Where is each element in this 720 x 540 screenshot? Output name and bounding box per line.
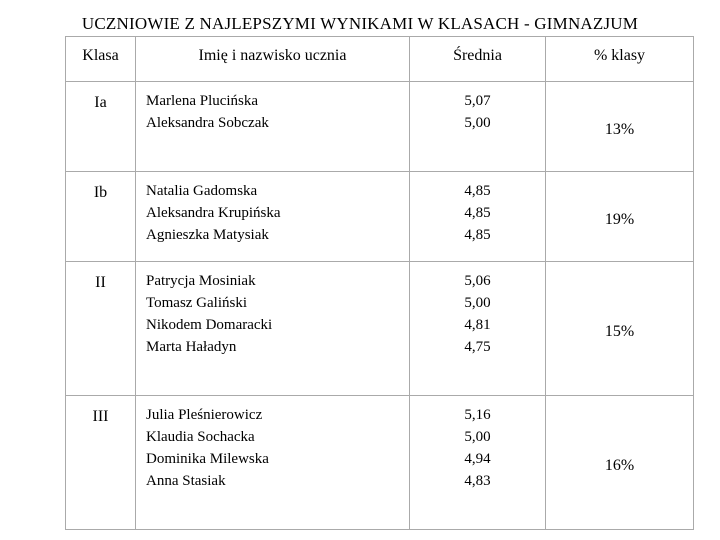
table-row (66, 396, 694, 530)
header-percent: % klasy (546, 37, 694, 82)
student-name: Marta Haładyn (146, 339, 237, 355)
student-name: Tomasz Galiński (146, 295, 248, 311)
student-average: 4,83 (464, 473, 491, 489)
header-average: Średnia (410, 37, 546, 82)
student-name: Julia Pleśnierowicz (146, 407, 263, 423)
class-percent-cell (546, 82, 694, 172)
student-average: 4,81 (464, 317, 491, 333)
averages-cell (410, 172, 546, 262)
student-average: 5,00 (464, 295, 491, 311)
student-name: Aleksandra Sobczak (146, 115, 269, 131)
class-percent: 16% (604, 456, 635, 474)
class-cell: Ia (66, 82, 136, 172)
class-percent-cell (546, 396, 694, 530)
header-name: Imię i nazwisko ucznia (136, 37, 410, 82)
table-header-row (66, 37, 694, 82)
student-average: 4,94 (464, 451, 491, 467)
student-names-cell (136, 82, 410, 172)
student-average: 5,07 (464, 93, 491, 109)
results-table (65, 36, 694, 530)
student-name: Anna Stasiak (146, 473, 226, 489)
class-percent-cell (546, 172, 694, 262)
header-klasa: Klasa (66, 37, 136, 82)
student-name: Marlena Plucińska (146, 93, 259, 109)
averages-cell (410, 262, 546, 396)
table-row (66, 172, 694, 262)
student-name: Aleksandra Krupińska (146, 205, 281, 221)
student-average: 5,16 (464, 407, 491, 423)
student-average: 4,85 (464, 183, 491, 199)
student-name: Nikodem Domaracki (146, 317, 273, 333)
student-name: Patrycja Mosiniak (146, 273, 256, 289)
student-average: 5,00 (464, 115, 491, 131)
averages-cell (410, 396, 546, 530)
class-cell: Ib (66, 172, 136, 262)
table-row (66, 262, 694, 396)
class-cell: III (66, 396, 136, 530)
student-average: 4,85 (464, 205, 491, 221)
student-name: Agnieszka Matysiak (146, 227, 269, 243)
averages-cell (410, 82, 546, 172)
student-name: Natalia Gadomska (146, 183, 258, 199)
class-cell: II (66, 262, 136, 396)
class-percent: 13% (604, 120, 635, 138)
class-percent: 19% (604, 210, 635, 228)
student-average: 5,06 (464, 273, 491, 289)
student-name: Klaudia Sochacka (146, 429, 255, 445)
class-percent-cell (546, 262, 694, 396)
student-name: Dominika Milewska (146, 451, 269, 467)
student-names-cell (136, 262, 410, 396)
student-average: 4,85 (464, 227, 491, 243)
student-average: 5,00 (464, 429, 491, 445)
page-title: UCZNIOWIE Z NAJLEPSZYMI WYNIKAMI W KLASACH - GIMNAZJUM (81, 14, 639, 33)
table-body (66, 82, 694, 530)
student-names-cell (136, 172, 410, 262)
class-percent: 15% (604, 322, 635, 340)
student-names-cell (136, 396, 410, 530)
student-average: 4,75 (464, 339, 491, 355)
table-row (66, 82, 694, 172)
